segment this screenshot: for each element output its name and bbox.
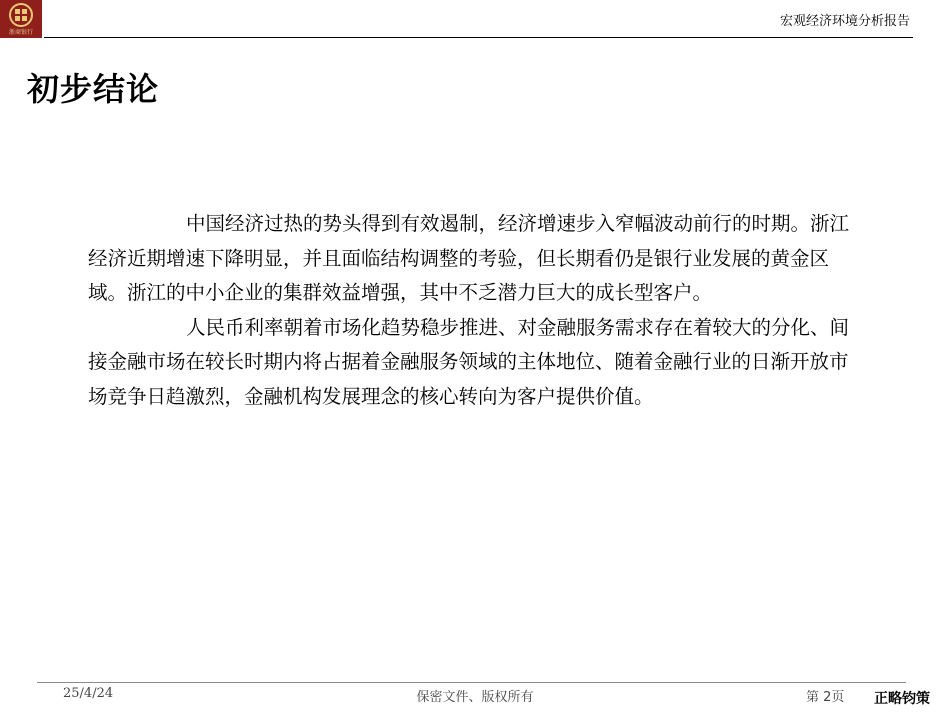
footer-confidential-notice: 保密文件、版权所有 [416, 690, 534, 705]
conclusion-body [88, 207, 863, 414]
footer-divider [37, 682, 906, 683]
paragraph-finance: 人民币利率朝着市场化趋势稳步推进、对金融服务需求存在着较大的分化、间接金融市场在较长时期内将占据着金融服务领域的主体地位、随着金融行业的日渐开放市场竞争日趋激烈，金融机构发展理念的核心转向为客户提供价值。 [88, 315, 850, 408]
footer-brand: 正略钧策 [874, 691, 930, 707]
paragraph-economy: 中国经济过热的势头得到有效遏制，经济增速步入窄幅波动前行的时期。浙江经济近期增速下降明显，并且面临结构调整的考验，但长期看仍是银行业发展的黄金区域。浙江的中小企业的集群效益增强，其中不乏潜力巨大的成长型客户。 [88, 212, 850, 304]
bank-logo [0, 0, 42, 38]
report-title: 宏观经济环境分析报告 [779, 14, 910, 29]
footer-date: 25/4/24 [63, 686, 114, 701]
page-title: 初步结论 [27, 70, 160, 108]
logo-text: 浙商银行 [8, 29, 33, 36]
page-number: 第 2页 [806, 690, 845, 705]
header-divider [44, 37, 913, 38]
